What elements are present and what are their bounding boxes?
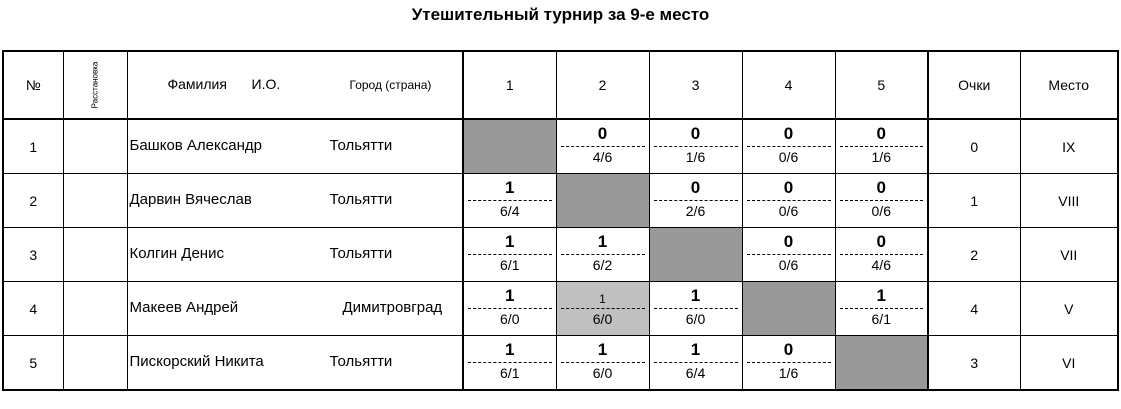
- score-divider: [747, 362, 831, 363]
- match-points: 0: [783, 340, 794, 359]
- match-score: 6/1: [871, 311, 891, 327]
- header-col-2: 2: [556, 51, 649, 119]
- score-divider: [747, 254, 831, 255]
- match-points: 1: [505, 340, 515, 359]
- final-place: VI: [1020, 336, 1118, 391]
- player-cell: [127, 282, 463, 336]
- match-points: 0: [876, 178, 886, 197]
- total-points: 3: [928, 336, 1020, 391]
- match-cell: [649, 282, 742, 336]
- match-score: 6/0: [592, 311, 613, 327]
- match-score: 6/4: [685, 365, 706, 381]
- match-cell: [835, 228, 928, 282]
- match-cell: [463, 336, 556, 391]
- player-city: Тольятти: [329, 245, 393, 262]
- match-cell: [649, 119, 742, 174]
- self-cell: [742, 282, 835, 336]
- seeding-cell: [63, 119, 127, 174]
- header-place: Место: [1020, 51, 1118, 119]
- final-place: VIII: [1020, 174, 1118, 228]
- score-divider: [747, 146, 831, 147]
- match-points: 1: [597, 232, 608, 251]
- total-points: 4: [928, 282, 1020, 336]
- header-row: [3, 51, 1118, 119]
- score-divider: [468, 308, 552, 309]
- match-score: 6/0: [592, 365, 613, 381]
- player-name: Дарвин Вячеслав: [129, 191, 252, 208]
- match-score: 6/4: [500, 203, 520, 219]
- match-points: 1: [505, 286, 515, 305]
- score-divider: [840, 254, 924, 255]
- match-score: 6/1: [500, 365, 520, 381]
- match-points: 0: [876, 232, 886, 251]
- score-divider: [468, 254, 552, 255]
- player-city: Димитровград: [342, 299, 443, 316]
- player-number: 1: [3, 119, 63, 174]
- total-points: 1: [928, 174, 1020, 228]
- table-row: [3, 282, 1118, 336]
- match-score: 6/2: [592, 257, 613, 273]
- score-divider: [747, 200, 831, 201]
- match-score: 1/6: [871, 149, 891, 165]
- match-score: 6/0: [500, 311, 520, 327]
- header-col-1: 1: [463, 51, 556, 119]
- self-cell: [556, 174, 649, 228]
- self-cell: [649, 228, 742, 282]
- match-score: 1/6: [685, 149, 706, 165]
- player-cell: [127, 174, 463, 228]
- final-place: VII: [1020, 228, 1118, 282]
- seeding-cell: [63, 174, 127, 228]
- score-divider: [561, 308, 645, 309]
- player-cell: [127, 336, 463, 391]
- player-city: Тольятти: [329, 191, 393, 208]
- match-points: 0: [690, 124, 701, 143]
- score-divider: [561, 146, 645, 147]
- seeding-cell: [63, 336, 127, 391]
- header-initials: И.О.: [251, 76, 281, 92]
- player-city: Тольятти: [329, 353, 393, 370]
- score-divider: [561, 254, 645, 255]
- score-divider: [654, 362, 738, 363]
- match-points: 0: [597, 124, 608, 143]
- match-cell: [463, 282, 556, 336]
- player-name: Колгин Денис: [129, 245, 224, 262]
- match-score: 0/6: [871, 203, 891, 219]
- header-seeding-label: Расстановка: [90, 61, 100, 109]
- player-number: 5: [3, 336, 63, 391]
- score-divider: [468, 200, 552, 201]
- total-points: 2: [928, 228, 1020, 282]
- match-cell: [556, 282, 649, 336]
- table-row: [3, 119, 1118, 174]
- header-col-3: 3: [649, 51, 742, 119]
- player-number: 3: [3, 228, 63, 282]
- match-cell: [463, 174, 556, 228]
- player-cell: [127, 228, 463, 282]
- final-place: IX: [1020, 119, 1118, 174]
- match-points: 0: [876, 124, 886, 143]
- match-points: 1: [599, 292, 606, 306]
- final-place: V: [1020, 282, 1118, 336]
- match-score: 0/6: [778, 203, 799, 219]
- match-score: 0/6: [778, 257, 799, 273]
- player-cell: [127, 119, 463, 174]
- match-cell: [835, 282, 928, 336]
- match-score: 4/6: [871, 257, 891, 273]
- match-points: 0: [783, 124, 794, 143]
- seeding-cell: [63, 282, 127, 336]
- header-points: Очки: [928, 51, 1020, 119]
- player-number: 4: [3, 282, 63, 336]
- match-points: 1: [876, 286, 886, 305]
- match-score: 4/6: [592, 149, 613, 165]
- match-cell: [649, 336, 742, 391]
- self-cell: [463, 119, 556, 174]
- header-col-4: 4: [742, 51, 835, 119]
- header-surname: Фамилия: [167, 76, 227, 92]
- player-city: Тольятти: [329, 137, 393, 154]
- match-cell: [556, 336, 649, 391]
- match-cell: [649, 174, 742, 228]
- header-col-5: 5: [835, 51, 928, 119]
- score-divider: [654, 308, 738, 309]
- table-row: [3, 174, 1118, 228]
- page-title: Утешительный турнир за 9-е место: [411, 5, 710, 24]
- score-divider: [840, 200, 924, 201]
- match-points: 1: [505, 178, 515, 197]
- header-city: Город (страна): [349, 78, 432, 92]
- score-divider: [654, 200, 738, 201]
- match-points: 1: [690, 286, 701, 305]
- player-number: 2: [3, 174, 63, 228]
- score-divider: [654, 146, 738, 147]
- match-cell: [835, 119, 928, 174]
- match-cell: [463, 228, 556, 282]
- match-cell: [742, 228, 835, 282]
- header-player: [127, 51, 463, 119]
- match-points: 1: [690, 340, 701, 359]
- match-points: 1: [597, 340, 608, 359]
- match-points: 0: [783, 178, 794, 197]
- score-divider: [561, 362, 645, 363]
- match-score: 0/6: [778, 149, 799, 165]
- tournament-table: [2, 50, 1119, 391]
- player-name: Башков Александр: [129, 137, 262, 154]
- player-name: Пискорский Никита: [129, 353, 264, 370]
- match-cell: [556, 228, 649, 282]
- match-score: 1/6: [778, 365, 799, 381]
- table-row: [3, 228, 1118, 282]
- match-points: 1: [505, 232, 515, 251]
- match-points: 0: [690, 178, 701, 197]
- match-cell: [742, 174, 835, 228]
- match-score: 6/1: [500, 257, 520, 273]
- score-divider: [840, 308, 924, 309]
- match-score: 6/0: [685, 311, 706, 327]
- self-cell: [835, 336, 928, 391]
- score-divider: [468, 362, 552, 363]
- player-name: Макеев Андрей: [129, 299, 239, 316]
- header-num: №: [3, 51, 63, 119]
- match-cell: [835, 174, 928, 228]
- score-divider: [840, 146, 924, 147]
- match-points: 0: [783, 232, 794, 251]
- total-points: 0: [928, 119, 1020, 174]
- header-seeding: [63, 51, 127, 119]
- seeding-cell: [63, 228, 127, 282]
- match-cell: [556, 119, 649, 174]
- match-cell: [742, 119, 835, 174]
- table-row: [3, 336, 1118, 391]
- match-cell: [742, 336, 835, 391]
- match-score: 2/6: [685, 203, 706, 219]
